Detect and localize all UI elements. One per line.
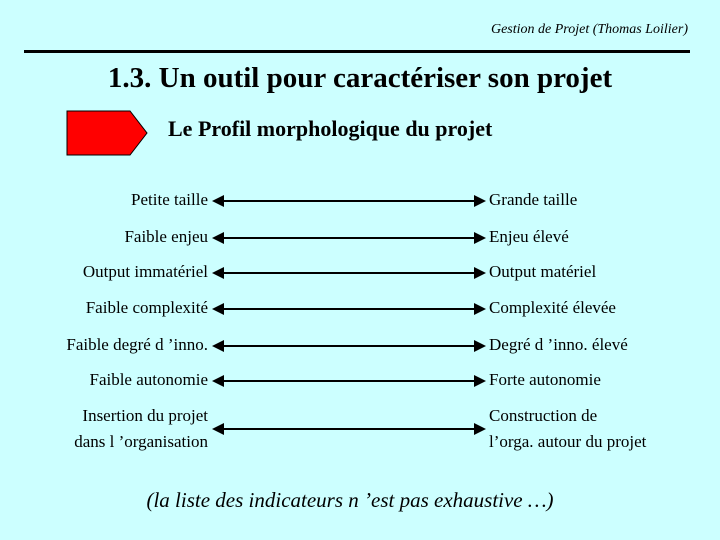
row-left-label	[74, 403, 208, 455]
row-right-label: Output matériel	[489, 262, 597, 281]
double-arrow	[212, 231, 486, 245]
double-arrow	[212, 194, 486, 208]
row-left-label: Petite taille	[131, 190, 208, 209]
row-left-label: Faible autonomie	[89, 370, 208, 389]
row-left-label: Output immatériel	[82, 262, 208, 281]
double-arrow	[212, 339, 486, 353]
page-title: 1.3. Un outil pour caractériser son projet	[107, 62, 613, 94]
red-pointer-shape	[66, 110, 148, 156]
header-text: Gestion de Projet (Thomas Loilier)	[490, 22, 688, 37]
row-right-label	[489, 403, 646, 455]
row-right-label: Enjeu élevé	[489, 227, 569, 246]
double-arrow	[212, 374, 486, 388]
row-left-label: Faible enjeu	[124, 227, 208, 246]
row-left-label-line2: dans l ’organisation	[74, 432, 208, 451]
row-left-label: Faible degré d ’inno.	[66, 335, 208, 354]
double-arrow	[212, 422, 486, 436]
subtitle: Le Profil morphologique du projet	[168, 116, 493, 141]
double-arrow	[212, 302, 486, 316]
row-right-label: Grande taille	[489, 190, 578, 209]
row-right-label: Forte autonomie	[489, 370, 601, 389]
row-left-label: Faible complexité	[85, 298, 208, 317]
row-right-label: Complexité élevée	[489, 298, 616, 317]
double-arrow	[212, 266, 486, 280]
footnote: (la liste des indicateurs n ’est pas exhaustive …)	[146, 488, 554, 512]
row-right-label-line2: l’orga. autour du projet	[489, 432, 647, 451]
row-right-label: Degré d ’inno. élevé	[489, 335, 628, 354]
row-right-label-line1: Construction de	[489, 406, 598, 425]
header-rule	[24, 50, 690, 53]
row-left-label-line1: Insertion du projet	[82, 406, 208, 425]
